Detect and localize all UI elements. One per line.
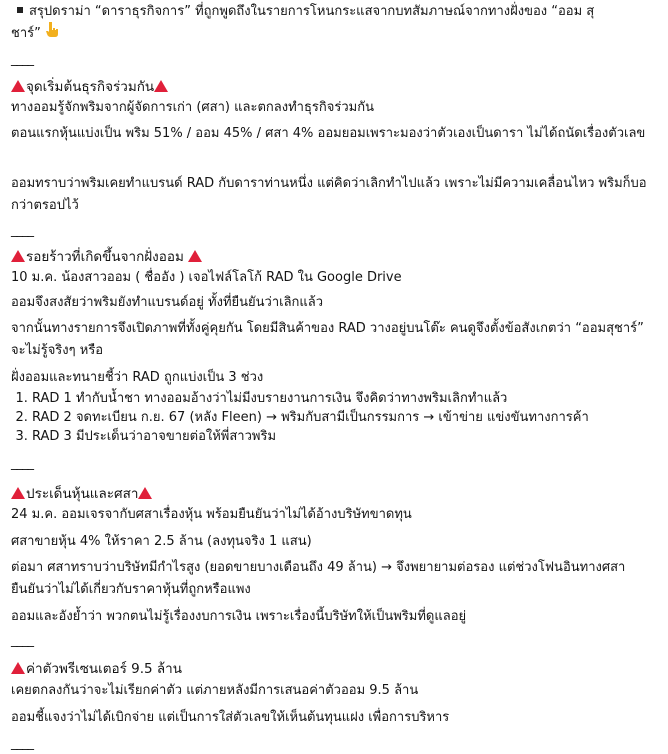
section-title-3: ประเด็นหุ้นและศสา (26, 486, 139, 502)
list-item: 1. RAD 1 ทำกับน้ำชา ทางออมอ้างว่าไม่มีงบรายงานการเงิน จึงคิดว่าทางพริมเลิกทำแล้ว (32, 389, 589, 408)
paragraph: 24 ม.ค. ออมเจรจากับศสาเรื่องหุ้น พร้อมยืนยันว่าไม่ได้อ้างบริษัทขาดทุน (11, 507, 412, 522)
paragraph: ตอนแรกหุ้นแบ่งเป็น พริม 51% / ออม 45% / ศสา 4% ออมยอมเพราะมองว่าตัวเองเป็นดารา ไม่ได้ถนัดเรื่องตัวเลข (11, 126, 646, 141)
warning-triangle-icon (188, 250, 202, 262)
list-item: 3. RAD 3 มีประเด็นว่าอาจขายต่อให้พี่สาวพริม (32, 427, 589, 446)
paragraph: ทางออมรู้จักพริมจากผู้จัดการเก่า (ศสา) และตกลงทำธุรกิจร่วมกัน (11, 100, 374, 115)
paragraph: ศสาขายหุ้น 4% ให้ราคา 2.5 ล้าน (ลงทุนจริง 1 แสน) (11, 534, 312, 549)
section-heading-4 (11, 660, 182, 679)
section-heading-2 (11, 248, 203, 267)
warning-triangle-icon (11, 80, 25, 92)
list-item: 2. RAD 2 จดทะเบียน ก.ย. 67 (หลัง Fleen) → พริมกับสามีเป็นกรรมการ → เข้าข่าย แข่งขันทางการค้า (32, 408, 589, 427)
separator: ____ (11, 633, 33, 648)
summary-line-2 (11, 22, 58, 43)
warning-triangle-icon (11, 662, 25, 674)
paragraph: ฝั่งออมและทนายชี้ว่า RAD ถูกแบ่งเป็น 3 ช่วง (11, 370, 264, 385)
paragraph: 10 ม.ค. น้องสาวออม ( ชื่ออัง ) เจอไฟล์โลโก้ RAD ใน Google Drive (11, 270, 402, 285)
section-title-1: จุดเริ่มต้นธุรกิจร่วมกัน (26, 79, 155, 95)
rad-phase-list (11, 389, 589, 446)
warning-triangle-icon (11, 250, 25, 262)
paragraph: จากนั้นทางรายการจึงเปิดภาพที่ทั้งคู่คุยกัน โดยมีสินค้าของ RAD วางอยู่บนโต๊ะ คนดูจึงตั้งข้อสังเกตว่า “ออมสุชาร์” จะไม่รู้จริงๆ หรือ (11, 321, 644, 358)
paragraph: ต่อมา ศสาทราบว่าบริษัทมีกำไรสูง (ยอดขายบางเดือนถึง 49 ล้าน) → จึงพยายามต่อรอง แต่ช่วงโฟนอินทางศสายืนยันว่าไม่ได้เกี่ยวกับราคาหุ้นที่ถูกหรือแพง (11, 560, 626, 597)
paragraph: ออมและอังย้ำว่า พวกตนไม่รู้เรื่องงบการเงิน เพราะเรื่องนี้บริษัทให้เป็นพริมที่ดูแลอยู่ (11, 609, 467, 624)
paragraph: ออมชี้แจงว่าไม่ได้เบิกจ่าย แต่เป็นการใส่ตัวเลขให้เห็นต้นทุนแฝง เพื่อการบริหาร (11, 710, 450, 725)
separator: ____ (11, 456, 33, 471)
paragraph: ออมจึงสงสัยว่าพริมยังทำแบรนด์อยู่ ทั้งที่ยืนยันว่าเลิกแล้ว (11, 295, 324, 310)
separator: ____ (11, 52, 33, 67)
separator: ____ (11, 223, 33, 238)
section-heading-3 (11, 485, 153, 504)
summary-text-2: ชาร์” (11, 26, 41, 41)
section-title-4: ค่าตัวพรีเซนเตอร์ 9.5 ล้าน (26, 661, 182, 677)
summary-line (11, 2, 594, 21)
section-heading-1 (11, 78, 169, 97)
warning-triangle-icon (138, 487, 152, 499)
warning-triangle-icon (11, 487, 25, 499)
paragraph: เคยตกลงกันว่าจะไม่เรียกค่าตัว แต่ภายหลังมีการเสนอค่าตัวออม 9.5 ล้าน (11, 683, 419, 698)
separator: ____ (11, 736, 33, 751)
section-title-2: รอยร้าวที่เกิดขึ้นจากฝั่งออม (26, 249, 184, 265)
paragraph: ออมทราบว่าพริมเคยทำแบรนด์ RAD กับดาราท่านหนึ่ง แต่คิดว่าเลิกทำไปแล้ว เพราะไม่มีความเคลื่อนไหว พริมก็บอกว่าตรอปไว้ (11, 176, 647, 213)
bullet-square-icon (17, 7, 23, 13)
pointing-down-icon (45, 22, 58, 43)
summary-text-1: สรุปดราม่า “ดาราธุรกิจการ” ที่ถูกพูดถึงในรายการโหนกระแสจากบทสัมภาษณ์จากทางฝั่งของ “ออม สุ (29, 4, 595, 19)
warning-triangle-icon (154, 80, 168, 92)
